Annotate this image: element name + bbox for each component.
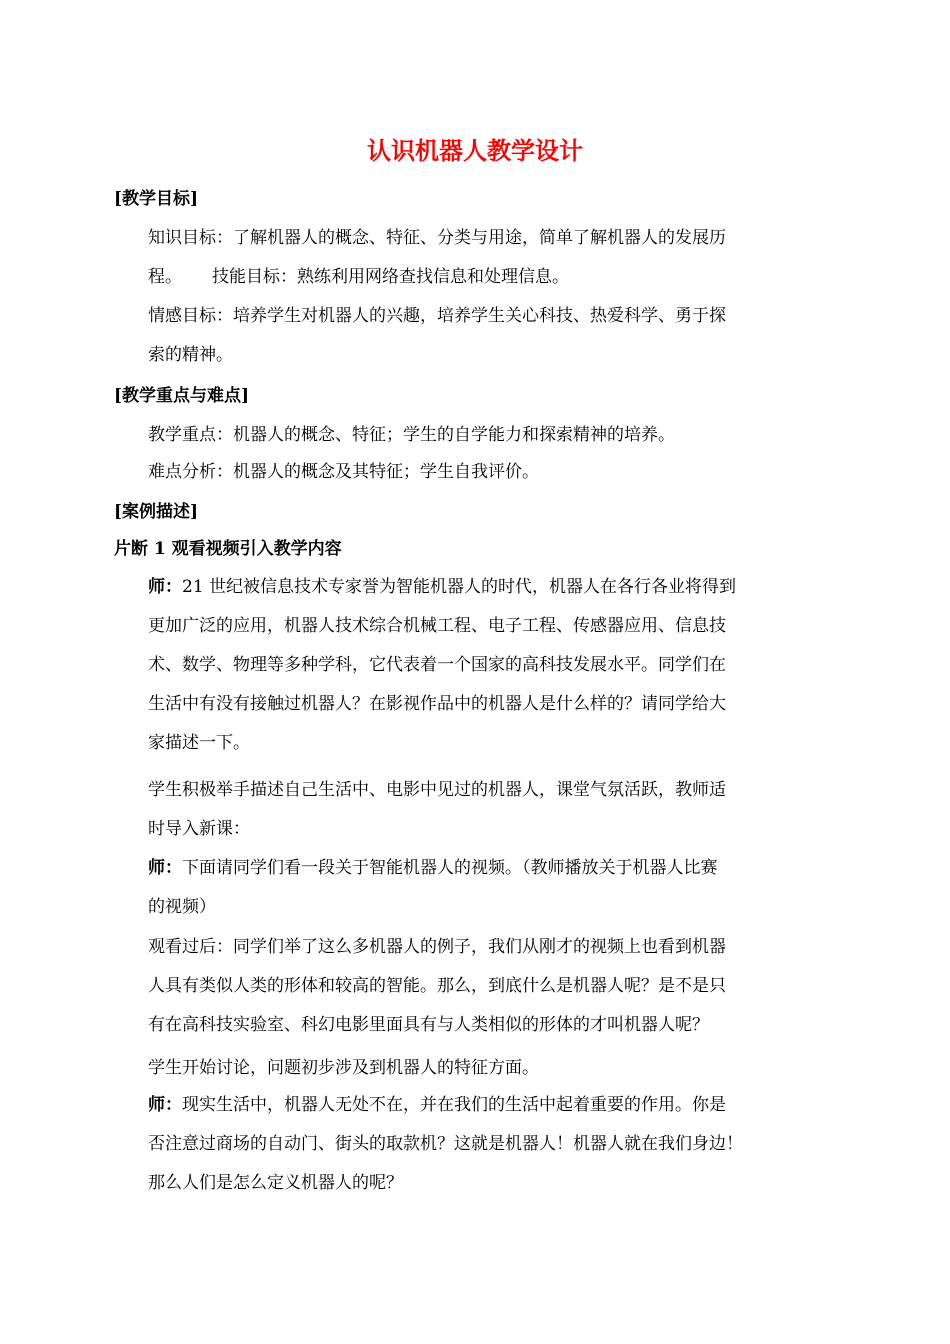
segment-title: 片断 1 观看视频引入教学内容 (114, 539, 342, 559)
case-line: 术、数学、物理等多种学科，它代表着一个国家的高科技发展水平。同学们在 (148, 655, 726, 675)
case-line: 时导入新课： (148, 819, 250, 839)
case-text: 21 世纪被信息技术专家誉为智能机器人的时代，机器人在各行各业将得到 (182, 577, 737, 597)
case-text: 下面请同学们看一段关于智能机器人的视频。（教师播放关于机器人比赛 (182, 858, 718, 878)
case-paragraph-2 (148, 771, 820, 849)
key-points-paragraph (148, 417, 820, 491)
case-text: 现实生活中，机器人无处不在，并在我们的生活中起着重要的作用。你是 (182, 1095, 726, 1115)
case-paragraph-3 (148, 849, 820, 927)
case-line: 的视频） (148, 897, 216, 917)
emotion-goal-line: 情感目标：培养学生对机器人的兴趣，培养学生关心科技、热爱科学、勇于探 (148, 306, 726, 326)
case-paragraph-4 (148, 928, 820, 1045)
objectives-heading: [教学目标] (114, 189, 199, 209)
knowledge-goal-line: 知识目标：了解机器人的概念、特征、分类与用途，简单了解机器人的发展历 (148, 228, 726, 248)
document-title: 认识机器人教学设计 (367, 136, 583, 165)
case-line: 生活中有没有接触过机器人？在影视作品中的机器人是什么样的？请同学给大 (148, 694, 726, 714)
difficulty-analysis: 难点分析：机器人的概念及其特征；学生自我评价。 (148, 462, 539, 482)
emotion-goal-end: 索的精神。 (148, 345, 233, 365)
case-line: 那么人们是怎么定义机器人的呢？ (148, 1173, 403, 1193)
case-line (148, 568, 820, 607)
case-paragraph-5 (148, 1049, 820, 1088)
objectives-paragraph (148, 219, 820, 375)
case-line (148, 1086, 820, 1125)
case-line (148, 849, 820, 888)
case-line: 观看过后：同学们举了这么多机器人的例子，我们从刚才的视频上也看到机器 (148, 937, 726, 957)
case-line: 学生开始讨论，问题初步涉及到机器人的特征方面。 (148, 1058, 539, 1078)
skill-goal: 技能目标：熟练利用网络查找信息和处理信息。 (212, 267, 569, 287)
case-line: 更加广泛的应用，机器人技术综合机械工程、电子工程、传感器应用、信息技 (148, 616, 726, 636)
teaching-focus: 教学重点：机器人的概念、特征；学生的自学能力和探索精神的培养。 (148, 425, 675, 445)
knowledge-goal-end: 程。 (148, 267, 182, 287)
teacher-speaker-label: 师： (148, 1095, 182, 1115)
case-paragraph-1 (148, 568, 820, 763)
case-line: 人具有类似人类的形体和较高的智能。那么，到底什么是机器人呢？是不是只 (148, 976, 726, 996)
teacher-speaker-label: 师： (148, 858, 182, 878)
knowledge-skill-line (148, 258, 820, 297)
case-heading: [案例描述] (114, 502, 199, 522)
case-line: 否注意过商场的自动门、街头的取款机？这就是机器人！机器人就在我们身边！ (148, 1134, 743, 1154)
case-line: 有在高科技实验室、科幻电影里面具有与人类相似的形体的才叫机器人呢？ (148, 1015, 709, 1035)
case-paragraph-6 (148, 1086, 820, 1203)
case-line: 学生积极举手描述自己生活中、电影中见过的机器人，课堂气氛活跃，教师适 (148, 780, 726, 800)
teacher-speaker-label: 师： (148, 577, 182, 597)
case-line: 家描述一下。 (148, 733, 250, 753)
key-points-heading: [教学重点与难点] (114, 386, 250, 406)
